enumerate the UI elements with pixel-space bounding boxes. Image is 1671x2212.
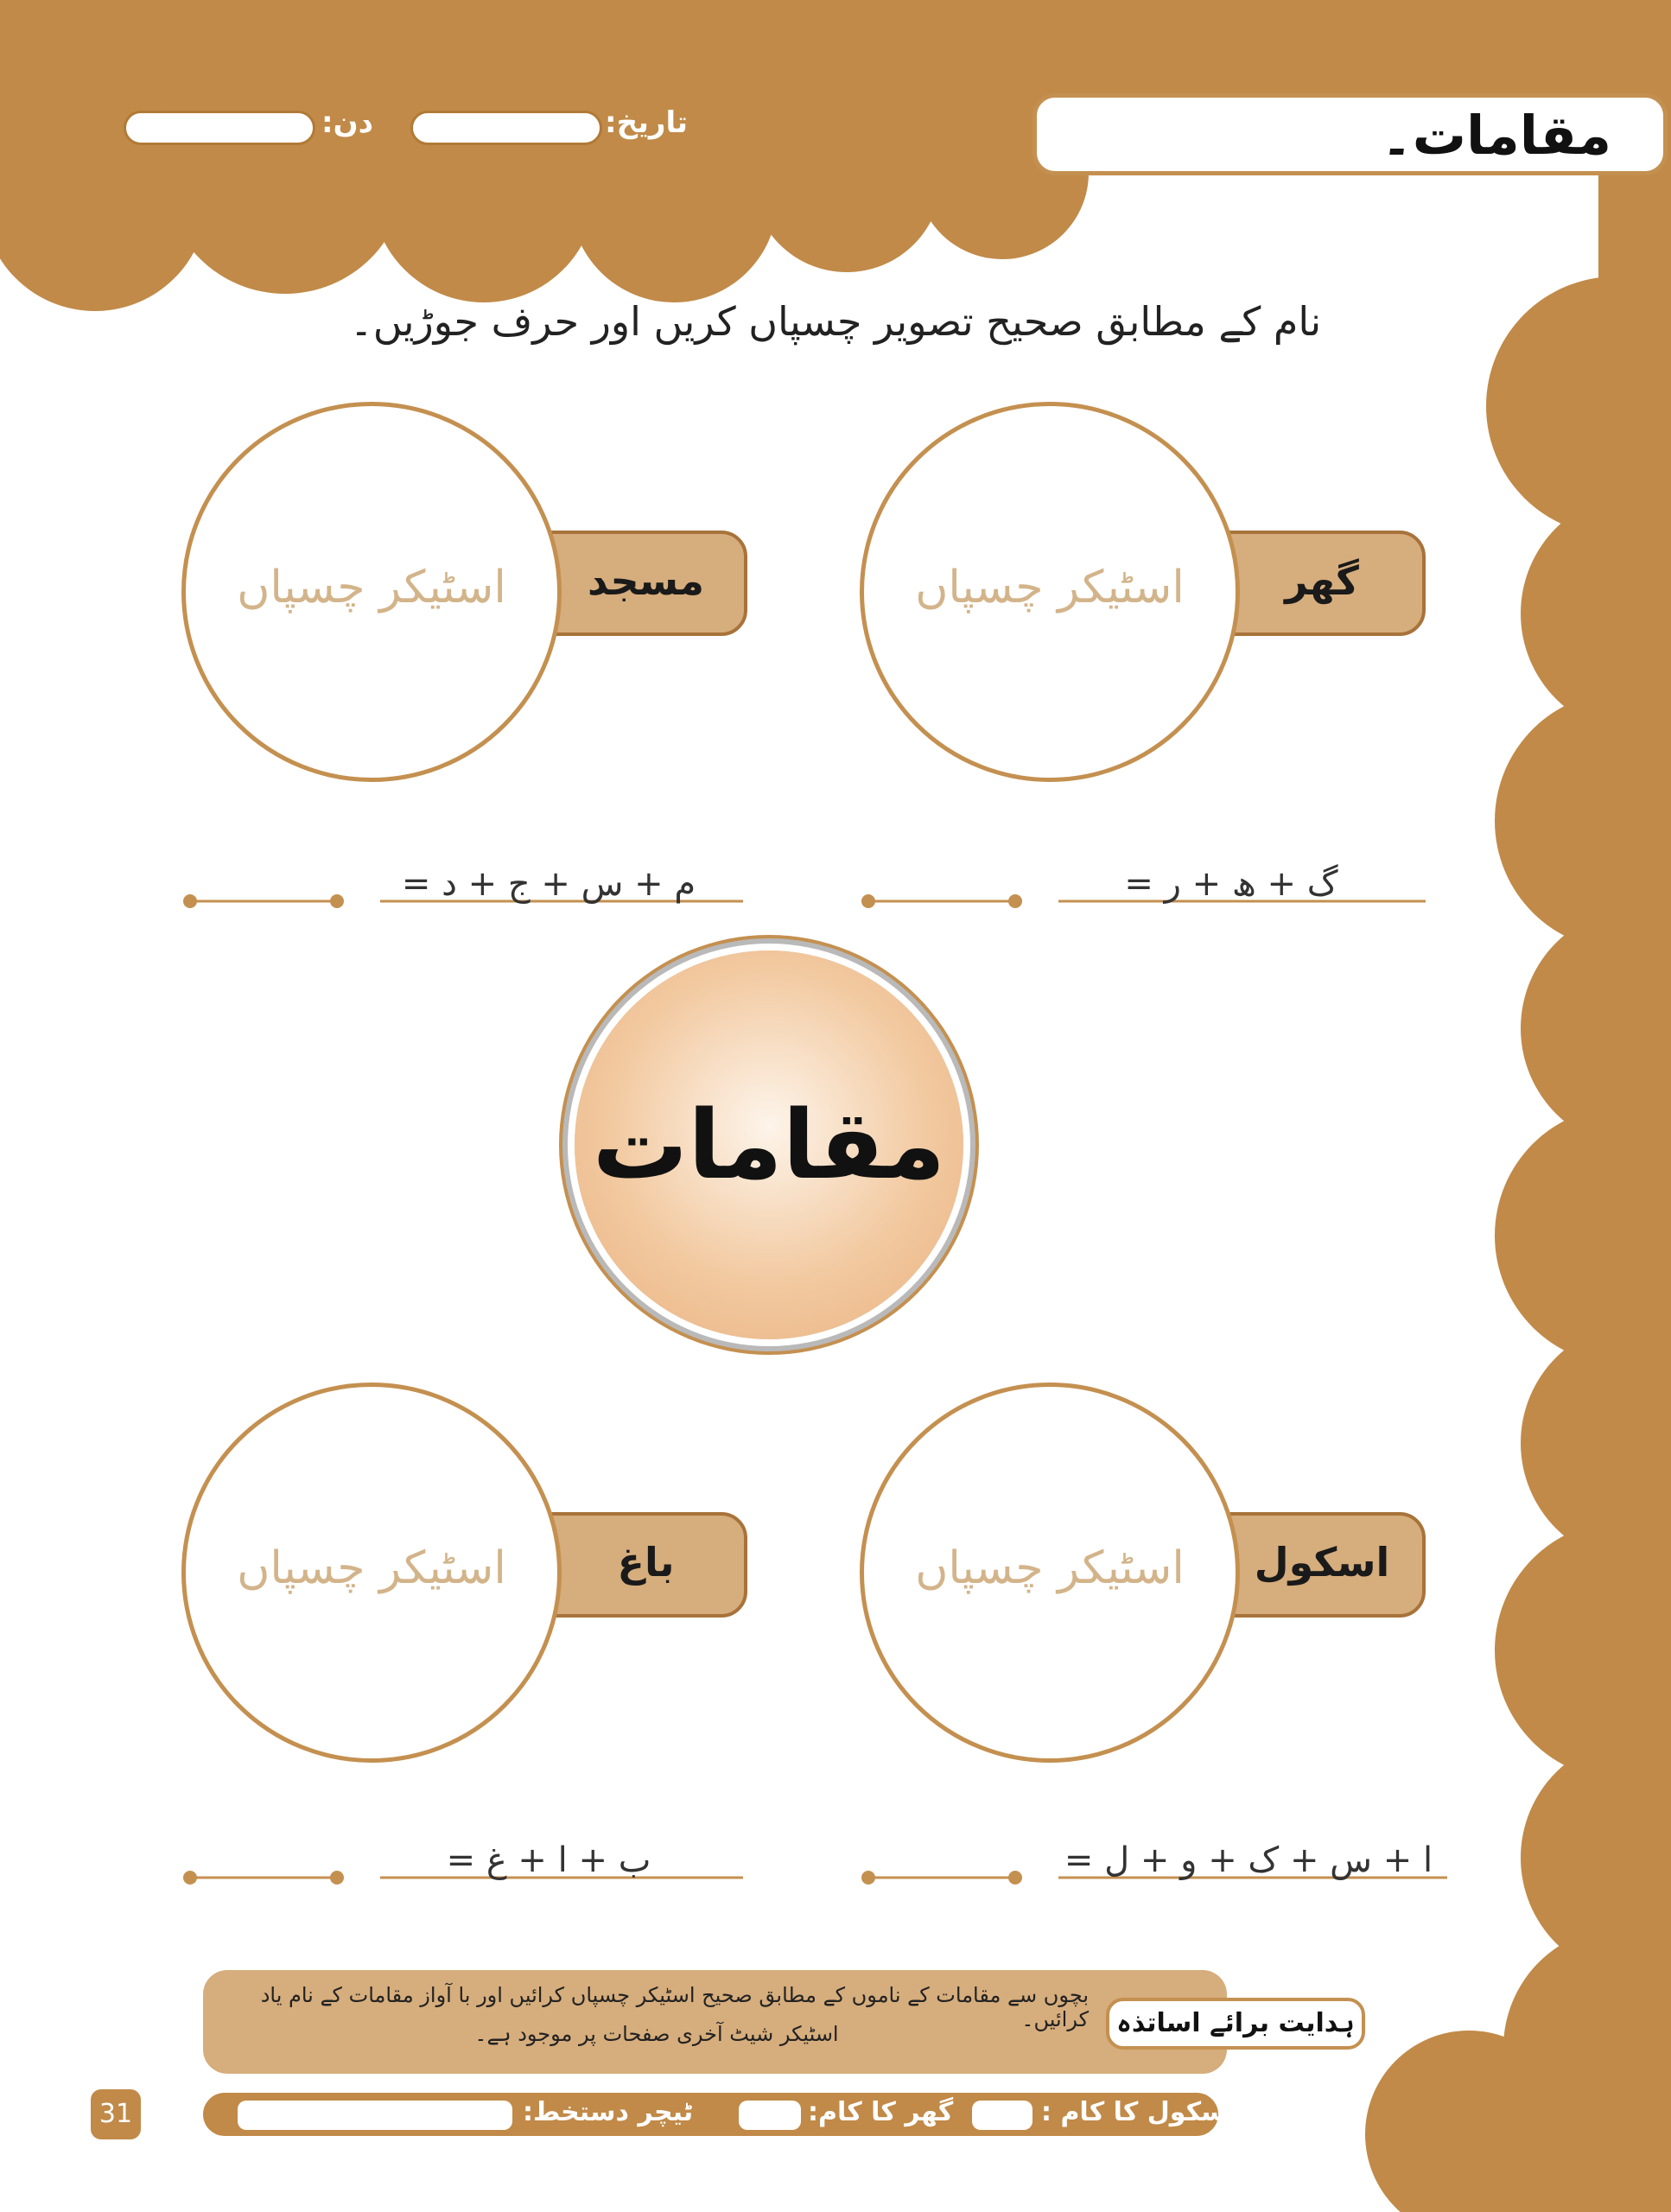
date-field[interactable] <box>410 111 602 145</box>
title-box <box>1032 93 1668 175</box>
sticker-placeholder-ghar: اسٹیکر چسپاں <box>915 562 1185 613</box>
equation-bagh: ب + ا + غ = <box>446 1840 651 1880</box>
home-work-label: گھر کا کام: <box>808 2097 954 2127</box>
card-label-school: اسکول <box>1254 1539 1390 1586</box>
card-label-masjid: مسجد <box>587 557 704 604</box>
card-label-ghar: گھر <box>1285 557 1359 604</box>
page-number: 31 <box>91 2089 141 2139</box>
card-label-bagh: باغ <box>617 1539 675 1586</box>
teacher-note-line1: بچوں سے مقامات کے ناموں کے مطابق صحیح اسٹیکر چسپاں کرائیں اور با آواز مقامات کے نام یاد کرائیں۔ <box>260 1983 1089 2031</box>
home-work-field[interactable] <box>739 2101 801 2130</box>
equation-school: ا + س + ک + و + ل = <box>1064 1840 1433 1880</box>
teacher-signature-label: ٹیچر دستخط: <box>523 2097 694 2127</box>
instruction-text: نام کے مطابق صحیح تصویر چسپاں کریں اور حرف جوڑیں۔ <box>349 298 1322 345</box>
sticker-placeholder-masjid: اسٹیکر چسپاں <box>237 562 506 613</box>
teacher-note-line2: اسٹیکر شیٹ آخری صفحات پر موجود ہے۔ <box>474 2022 839 2046</box>
page-title: مقامات۔ <box>1381 104 1611 167</box>
day-field[interactable] <box>124 111 315 145</box>
date-label: تاریخ: <box>605 105 688 140</box>
school-work-label: اسکول کا کام : <box>1041 2097 1236 2127</box>
equation-masjid: م + س + ج + د = <box>401 864 696 904</box>
sticker-placeholder-school: اسٹیکر چسپاں <box>915 1542 1185 1594</box>
sticker-placeholder-bagh: اسٹیکر چسپاں <box>237 1542 506 1594</box>
day-label: دن: <box>321 105 374 140</box>
school-work-field[interactable] <box>972 2101 1032 2130</box>
teacher-signature-field[interactable] <box>238 2101 512 2130</box>
center-title: مقامات <box>592 1090 946 1200</box>
equation-ghar: گ + ھ + ر = <box>1124 864 1338 904</box>
teacher-note-tag: ہدایت برائے اساتذہ <box>1106 1998 1365 2050</box>
